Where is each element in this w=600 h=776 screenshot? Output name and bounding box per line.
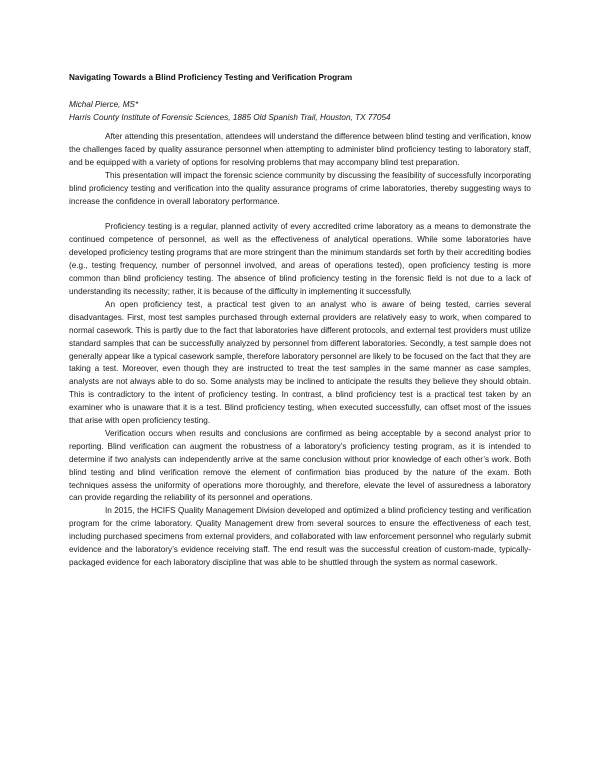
body-paragraph-hcifs-program: In 2015, the HCIFS Quality Management Division developed and optimized a blind proficiency testing and verification program for the crime laboratory. Quality Management drew from several sources to ensure the effectiveness of each test, including purchased specimens from external providers, and collaborated with law enforcement personnel who regularly submit evidence and the laboratory’s evidence receiving staff. The end result was the successful creation of custom-made, typically-packaged evidence for each laboratory discipline that was able to be shuttled through the system as normal casework. [69,506,531,567]
intro-paragraph-learning-objective: After attending this presentation, attendees will understand the difference between blind testing and verification, know the challenges faced by quality assurance personnel when attempting to administer blind proficiency testing to laboratory staff, and be equipped with a variety of options for resolving problems that may accompany blind test preparation. [69,132,531,167]
body-paragraph-verification: Verification occurs when results and conclusions are confirmed as being acceptable by a second analyst prior to reporting. Blind verification can augment the robustness of a laboratory’s proficiency testing program, as it is intended to determine if two analysts can independently arrive at the same conclusion without prior knowledge of each other’s work. Both blind testing and blind verification remove the element of confirmation bias produced by the nature of the exam. Both techniques assess the uniformity of operations more thoroughly, and therefore, elevate the level of assuredness a laboratory can provide regarding the reliability of its personnel and operations. [69,428,531,503]
author-affiliation: Harris County Institute of Forensic Sciences, 1885 Old Spanish Trail, Houston, TX 77054 [69,112,391,122]
body-paragraph-proficiency-testing: Proficiency testing is a regular, planned activity of every accredited crime laboratory as a means to demonstrate the continued competence of personnel, as well as the effectiveness of analytical operations. While some laboratories have developed proficiency testing programs that are more stringent than the minimum standards set forth by their accrediting bodies (e.g., testing frequency, number of personnel involved, and areas of operations tested), open proficiency testing is more common than blind proficiency testing. The absence of blind proficiency testing in the forensic field is not due to a lack of understanding its necessity; rather, it is because of the difficulty in implementing it successfully. [69,222,531,296]
body-paragraph-open-proficiency-test: An open proficiency test, a practical test given to an analyst who is aware of being tested, carries several disadvantages. First, most test samples purchased through external providers are relatively easy to work, when compared to normal casework. This is partly due to the fact that laboratories have different protocols, and external test providers must utilize standard samples that can be successfully analyzed by personnel from different laboratories. Secondly, a test sample does not generally appear like a typical casework sample, therefore laboratory personnel are likely to be focused on the fact that they are taking a test. Moreover, even though they are instructed to treat the test samples in the same manner as case samples, analysts are not always able to do so. Some analysts may be inclined to anticipate the results they believe they should obtain. This is contradictory to the intent of proficiency testing. In contrast, a blind proficiency test is a practical test taken by an examiner who is unaware that it is a test. Blind proficiency testing, when executed successfully, can offset most of the issues that arise with open proficiency testing. [69,299,531,426]
author-name: Michal Pierce, MS* [69,100,139,109]
document-content [69,72,531,570]
section-spacer [69,208,531,221]
intro-paragraph-impact-statement: This presentation will impact the forensic science community by discussing the feasibility of successfully incorporating blind proficiency testing and verification into the quality assurance programs of crime laboratories, thereby suggesting ways to increase the confidence in overall laboratory performance. [69,170,531,206]
document-title: Navigating Towards a Blind Proficiency Testing and Verification Program [69,73,353,82]
